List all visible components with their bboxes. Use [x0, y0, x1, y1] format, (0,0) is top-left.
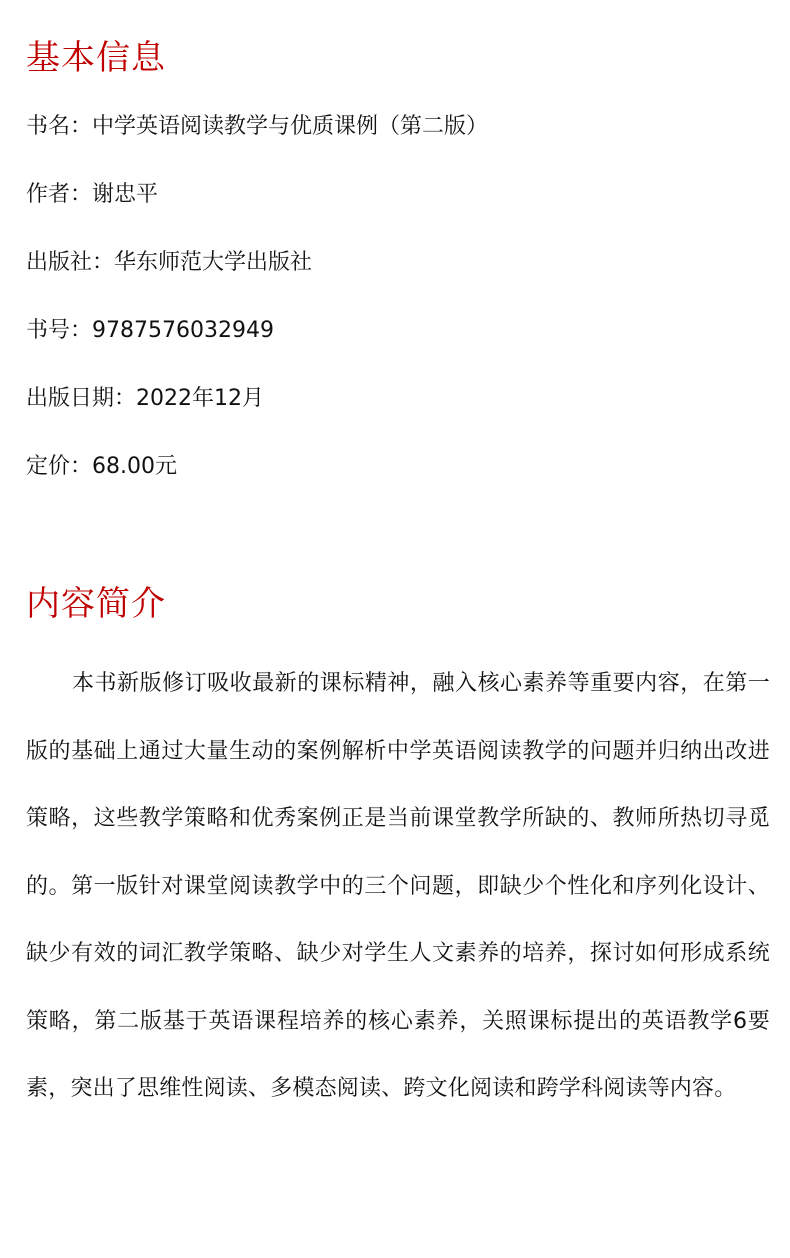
info-label: 出版社：: [26, 250, 115, 275]
info-value: 中学英语阅读教学与优质课例（第二版）: [92, 114, 489, 139]
info-value: 谢忠平: [92, 182, 159, 207]
info-item-book-title: [26, 112, 488, 142]
info-item-author: [26, 180, 488, 210]
info-label: 定价：: [26, 454, 93, 479]
info-value: 68.00元: [92, 454, 177, 479]
basic-info-heading: 基本信息: [26, 38, 166, 78]
info-label: 书名：: [26, 114, 93, 139]
basic-info-list: [26, 112, 488, 520]
intro-paragraph: 本书新版修订吸收最新的课标精神，融入核心素养等重要内容，在第一版的基础上通过大量生动的案例解析中学英语阅读教学的问题并归纳出改进策略，这些教学策略和优秀案例正是当前课堂教学所缺的、教师所热切寻觅的。第一版针对课堂阅读教学中的三个问题，即缺少个性化和序列化设计、缺少有效的词汇教学策略、缺少对学生人文素养的培养，探讨如何形成系统策略，第二版基于英语课程培养的核心素养，关照课标提出的英语教学6要素，突出了思维性阅读、多模态阅读、跨文化阅读和跨学科阅读等内容。: [26, 671, 770, 1101]
info-item-publish-date: [26, 384, 488, 414]
info-value: 2022年12月: [136, 386, 264, 411]
intro-heading: 内容简介: [26, 584, 166, 624]
info-item-isbn: [26, 316, 488, 346]
info-item-price: [26, 452, 488, 482]
info-value: 9787576032949: [92, 318, 274, 343]
info-value: 华东师范大学出版社: [114, 250, 313, 275]
info-label: 书号：: [26, 318, 93, 343]
info-item-publisher: [26, 248, 488, 278]
info-label: 出版日期：: [26, 386, 137, 411]
info-label: 作者：: [26, 182, 93, 207]
